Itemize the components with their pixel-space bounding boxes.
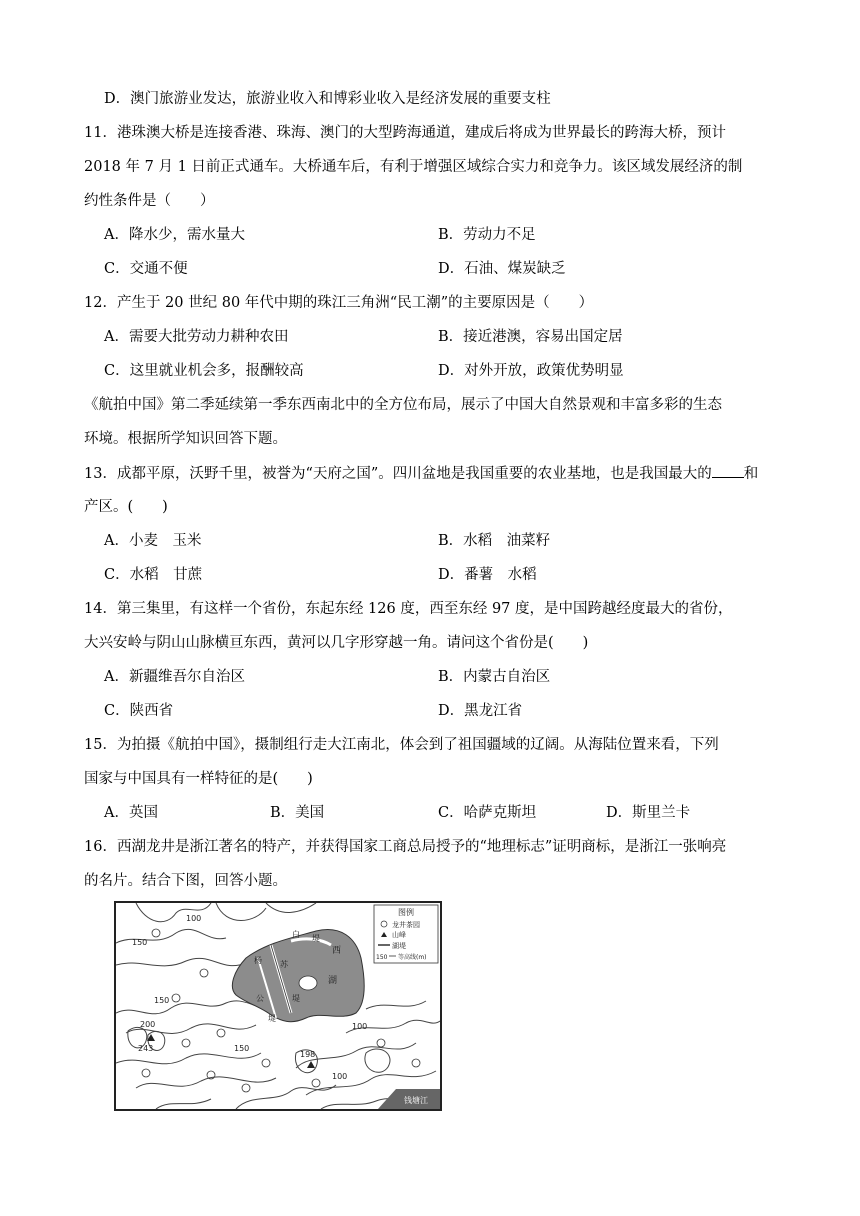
q15-option-d: D．斯里兰卡	[606, 805, 691, 821]
q11-stem-line3: 约性条件是（ ）	[84, 193, 215, 209]
contour-label: 150	[132, 938, 148, 947]
q14-stem-line2: 大兴安岭与阴山山脉横亘东西，黄河以几字形穿越一角。请问这个省份是( )	[84, 635, 589, 651]
q11-stem-line2: 2018 年 7 月 1 日前正式通车。大桥通车后，有利于增强区域综合实力和竞争力。该区域发展经济的制	[84, 159, 743, 175]
q11-stem-line1: 11．港珠澳大桥是连接香港、珠海、澳门的大型跨海通道，建成后将成为世界最长的跨海大桥，预计	[84, 125, 726, 141]
q13-stem-line1	[84, 463, 758, 484]
q12-option-b: B．接近港澳，容易出国定居	[438, 329, 623, 345]
contour-label: 200	[140, 1020, 156, 1029]
q15-stem-line1: 15．为拍摄《航拍中国》，摄制组行走大江南北，体会到了祖国疆域的辽阔。从海陆位置来看，下列	[84, 737, 719, 753]
contour-label: 100	[186, 914, 202, 923]
west-lake-map	[114, 901, 442, 1111]
legend-title: 图例	[398, 908, 414, 917]
q15-option-b: B．美国	[270, 805, 325, 821]
q16-stem-line1: 16．西湖龙井是浙江著名的特产，并获得国家工商总局授予的“地理标志”证明商标，是浙江一张响亮	[84, 839, 727, 855]
q14-option-b: B．内蒙古自治区	[438, 669, 551, 685]
q10-option-d: D．澳门旅游业发达，旅游业收入和博彩业收入是经济发展的重要支柱	[104, 91, 551, 107]
contour-label: 150	[234, 1044, 250, 1053]
contour-label: 243	[138, 1044, 154, 1053]
lake-island	[299, 976, 317, 990]
intro-line1: 《航拍中国》第二季延续第一季东西南北中的全方位布局，展示了中国大自然景观和丰富多彩的生态	[84, 397, 722, 413]
yang-label: 堤	[268, 1014, 276, 1023]
q13-option-a: A．小麦 玉米	[104, 533, 202, 549]
bai-label: 白	[292, 930, 300, 939]
yang-label: 公	[256, 994, 264, 1003]
q12-option-d: D．对外开放，政策优势明显	[438, 363, 624, 379]
yang-label: 杨	[254, 956, 262, 965]
q13-stem-text: 13．成都平原，沃野千里，被誉为“天府之国”。四川盆地是我国重要的农业基地，也是我国最大的	[84, 466, 712, 482]
lake-label: 湖	[328, 976, 338, 986]
legend-item: 龙井茶园	[392, 921, 420, 929]
q12-option-c: C．这里就业机会多，报酬较高	[104, 363, 304, 379]
contour-label: 100	[352, 1022, 368, 1031]
q14-option-a: A．新疆维吾尔自治区	[104, 669, 245, 685]
contour-label: 198	[300, 1050, 316, 1059]
map-legend	[374, 905, 438, 963]
peak-icon	[307, 1061, 315, 1068]
q16-stem-line2: 的名片。结合下图，回答小题。	[84, 873, 287, 889]
q13-blank	[712, 463, 744, 478]
legend-contour-value: 150	[376, 954, 388, 961]
river-label: 钱塘江	[404, 1096, 428, 1105]
q13-option-b: B．水稻 油菜籽	[438, 533, 551, 549]
q15-stem-line2: 国家与中国具有一样特征的是( )	[84, 771, 313, 787]
west-lake-shape	[232, 930, 364, 1022]
legend-item: 等高线(m)	[398, 954, 427, 961]
q11-option-b: B．劳动力不足	[438, 227, 536, 243]
q13-option-c: C．水稻 甘蔗	[104, 567, 203, 583]
q15-option-a: A．英国	[104, 805, 158, 821]
legend-item: 湖堤	[392, 942, 406, 950]
q11-option-a: A．降水少，需水量大	[104, 227, 245, 243]
intro-line2: 环境。根据所学知识回答下题。	[84, 431, 287, 447]
contour-label: 100	[332, 1072, 348, 1081]
q13-stem-tail: 和	[743, 466, 759, 482]
q15-option-c: C．哈萨克斯坦	[438, 805, 537, 821]
q13-stem-line2: 产区。( )	[84, 499, 168, 515]
q11-option-c: C．交通不便	[104, 261, 188, 277]
q11-option-d: D．石油、煤炭缺乏	[438, 261, 566, 277]
contour-label: 150	[154, 996, 170, 1005]
q12-option-a: A．需要大批劳动力耕种农田	[104, 329, 289, 345]
q13-option-d: D．番薯 水稻	[438, 567, 537, 583]
q14-option-d: D．黑龙江省	[438, 703, 523, 719]
su-label: 苏	[280, 960, 288, 969]
q12-stem-line1: 12．产生于 20 世纪 80 年代中期的珠江三角洲“民工潮”的主要原因是（ ）	[84, 295, 594, 311]
q14-stem-line1: 14．第三集里，有这样一个省份，东起东经 126 度，西至东经 97 度，是中国跨越经度最大的省份，	[84, 601, 733, 617]
su-label: 堤	[292, 994, 300, 1003]
q14-option-c: C．陕西省	[104, 703, 174, 719]
legend-item: 山峰	[392, 931, 406, 939]
map-svg	[116, 903, 440, 1109]
bai-label: 堤	[312, 934, 320, 943]
lake-label: 西	[332, 946, 342, 956]
